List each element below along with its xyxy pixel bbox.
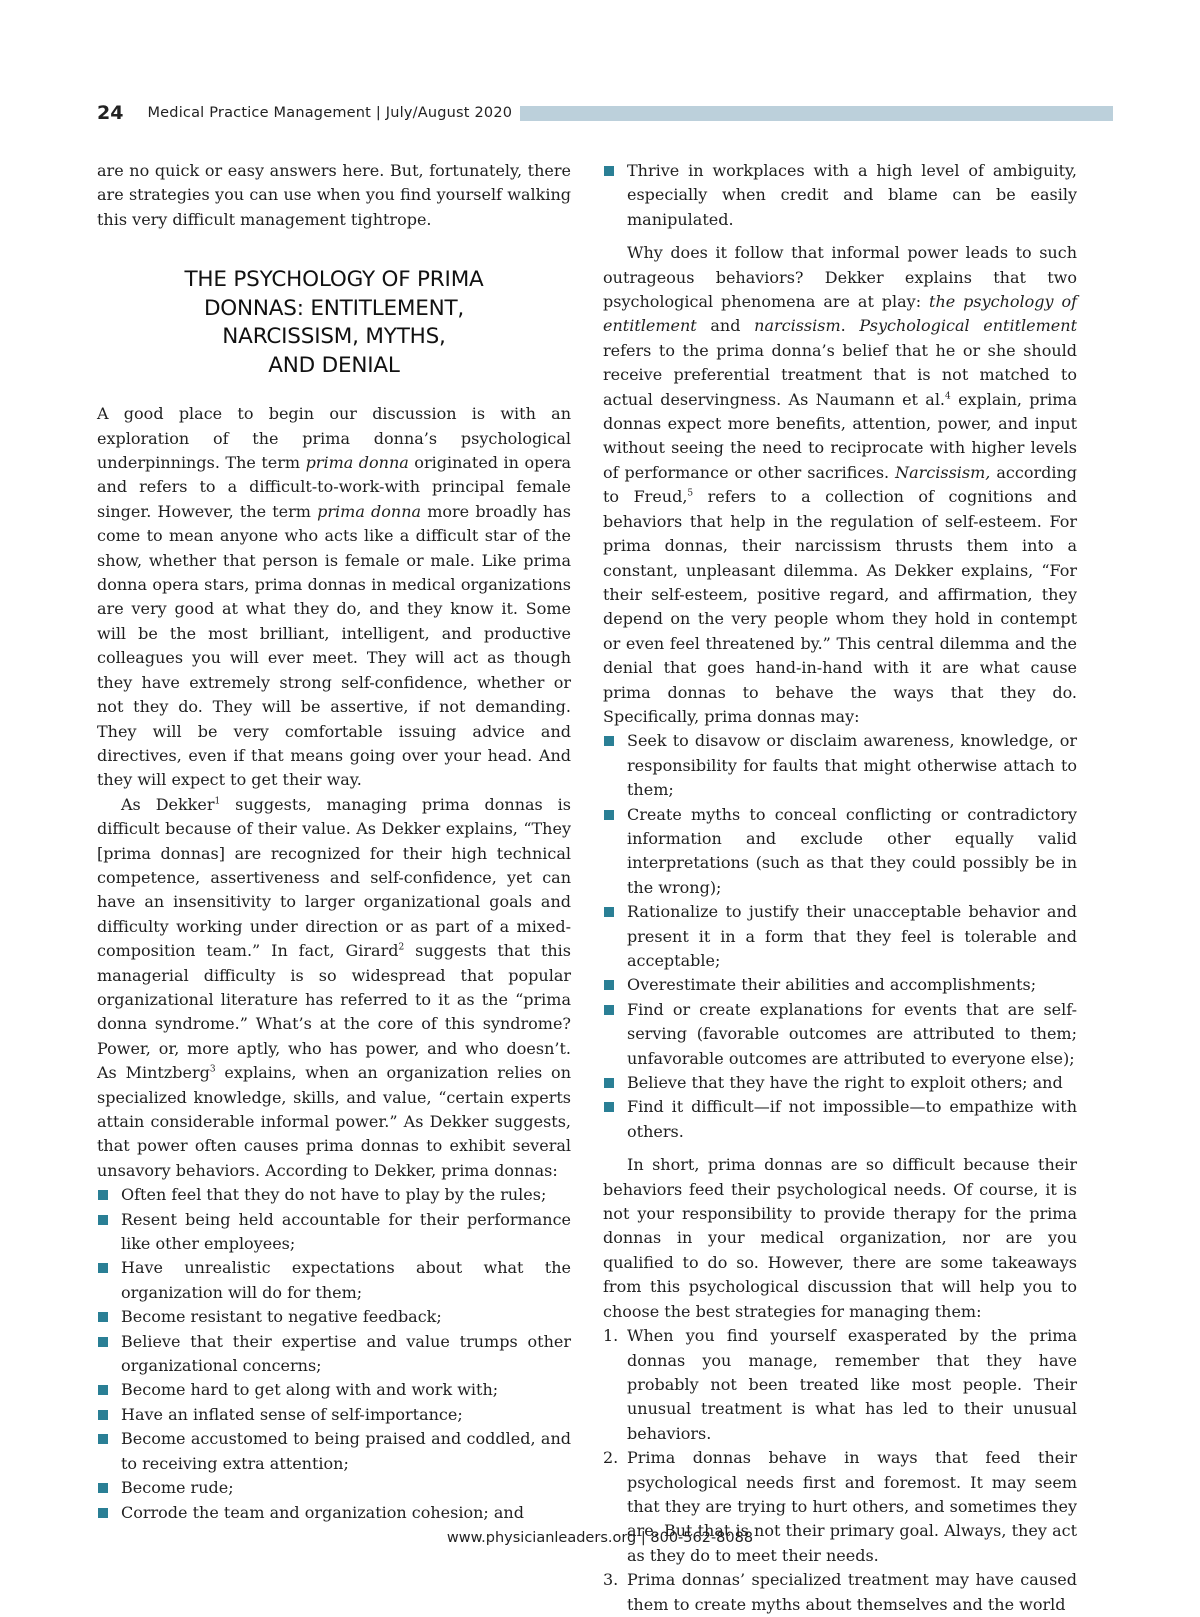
list-item: Resent being held accountable for their performance like other employees; (97, 1208, 571, 1257)
list-item: Rationalize to justify their unacceptable behavior and present it in a form that they feel is tolerable and acceptable; (603, 900, 1077, 973)
body-paragraph: As Dekker$^1$ suggests, managing prima donnas is difficult because of their value. As Dekker explains, “They [prima donnas] are recognized for their high technical competence, assertiveness and self-confidence, yet can have an insensitivity to larger organizational goals and difficulty working under direction or as part of a mixed-composition team.” In fact, Girard$^2$ suggests that this managerial difficulty is so widespread that popular organizational literature has referred to it as the “prima donna syndrome.” What’s at the core of this syndrome? Power, or, more aptly, who has power, and who doesn’t. As Mintzberg$^3$ explains, when an organization relies on specialized knowledge, skills, and value, “certain experts attain considerable informal power.” As Dekker suggests, that power often causes prima donnas to exhibit several unsavory behaviors. According to Dekker, prima donnas: (97, 794, 572, 1180)
page-footer: www.physicianleaders.org | 800-562-8088 (446, 1530, 754, 1546)
list-item: Have an inflated sense of self-importance; (97, 1403, 571, 1427)
list-item: Become rude; (97, 1476, 571, 1500)
list-item: Thrive in workplaces with a high level of ambiguity, especially when credit and blame can be easily manipulated. (603, 159, 1077, 232)
heading-line: DONNAS: ENTITLEMENT, (203, 295, 465, 321)
body-paragraph: In short, prima donnas are so difficult because their behaviors feed their psychological needs. Of course, it is not your responsibility to provide therapy for the prima donnas in your medical organization, nor are you qualified to do so. However, there are some takeaways from this psychological discussion that will help you to choose the best strategies for managing them: (603, 1155, 1077, 1321)
intro-paragraph: are no quick or easy answers here. But, fortunately, there are strategies you can use when you find yourself walking this very difficult management tightrope. (97, 161, 571, 229)
numbered-item: 2. Prima donnas behave in ways that feed their psychological needs first and foremost. It may seem that they are trying to hurt others, and sometimes they are. But that is not their primary goal. Always, they act as they do to meet their needs. (603, 1448, 1077, 1565)
numbered-list (603, 1324, 1077, 1617)
heading-line: NARCISSISM, MYTHS, (222, 324, 446, 350)
list-item: Find it difficult—if not impossible—to empathize with others. (603, 1095, 1077, 1144)
page-number: 24 (97, 102, 124, 124)
list-item: Overestimate their abilities and accomplishments; (603, 973, 1077, 997)
heading-line: THE PSYCHOLOGY OF PRIMA (184, 267, 484, 293)
left-column (97, 159, 571, 1525)
list-item: Believe that they have the right to exploit others; and (603, 1071, 1077, 1095)
heading-line: AND DENIAL (268, 352, 400, 378)
list-item: Believe that their expertise and value trumps other organizational concerns; (97, 1330, 571, 1379)
page-header (97, 100, 1113, 126)
bullet-list (97, 1183, 571, 1525)
header-bar (520, 106, 1113, 121)
list-item: Often feel that they do not have to play by the rules; (97, 1183, 571, 1207)
publication-title: Medical Practice Management | July/August 2020 (147, 105, 513, 121)
bullet-list (603, 159, 1077, 232)
list-item: Find or create explanations for events that are self-serving (favorable outcomes are attributed to them; unfavorable outcomes are attributed to everyone else); (603, 998, 1077, 1071)
numbered-item: 1. When you find yourself exasperated by the prima donnas you manage, remember that they have probably not been treated like most people. Their unusual treatment is what has led to their unusual behaviors. (603, 1326, 1077, 1443)
body-paragraph: A good place to begin our discussion is with an exploration of the prima donna’s psychological underpinnings. The term prima donna originated in opera and refers to a difficult-to-work-with principal female singer. However, the term prima donna more broadly has come to mean anyone who acts like a difficult star of the show, whether that person is female or male. Like prima donna opera stars, prima donnas in medical organizations are very good at what they do, and they know it. Some will be the most brilliant, intelligent, and productive colleagues you will ever meet. They will act as though they have extremely strong self-confidence, whether or not they do. They will be assertive, if not demanding. They will be very comfortable issuing advice and directives, even if that means going over your head. And they will expect to get their way. (97, 404, 572, 790)
body-paragraph: Why does it follow that informal power leads to such outrageous behaviors? Dekker explains that two psychological phenomena are at play: the psychology of entitlement and narcissism. Psychological entitlement refers to the prima donna’s belief that he or she should receive preferential treatment that is not matched to actual deservingness. As Naumann et al.$^4$ explain, prima donnas expect more benefits, attention, power, and input without seeing the need to reciprocate with higher levels of performance or other sacrifices. Narcissism, according to Freud,$^5$ refers to a collection of cognitions and behaviors that help in the regulation of self-esteem. For prima donnas, their narcissism thrusts them into a constant, unpleasant dilemma. As Dekker explains, “For their self-esteem, positive regard, and affirmation, they depend on the very people whom they hold in contempt or even feel threatened by.” This central dilemma and the denial that goes hand-in-hand with it are what cause prima donnas to behave the ways that they do. Specifically, prima donnas may: (603, 243, 1078, 726)
list-item: Become resistant to negative feedback; (97, 1305, 571, 1329)
right-column (603, 159, 1077, 1617)
bullet-list (603, 729, 1077, 1144)
list-item: Become accustomed to being praised and coddled, and to receiving extra attention; (97, 1427, 571, 1476)
list-item: Seek to disavow or disclaim awareness, knowledge, or responsibility for faults that might otherwise attach to them; (603, 729, 1077, 802)
list-item: Create myths to conceal conflicting or contradictory information and exclude other equally valid interpretations (such as that they could possibly be in the wrong); (603, 803, 1077, 901)
list-item: Become hard to get along with and work with; (97, 1378, 571, 1402)
numbered-item: 3. Prima donnas’ specialized treatment may have caused them to create myths about themselves and the world (603, 1570, 1077, 1614)
list-item: Have unrealistic expectations about what the organization will do for them; (97, 1256, 571, 1305)
list-item: Corrode the team and organization cohesion; and (97, 1501, 571, 1525)
section-heading (107, 266, 561, 380)
